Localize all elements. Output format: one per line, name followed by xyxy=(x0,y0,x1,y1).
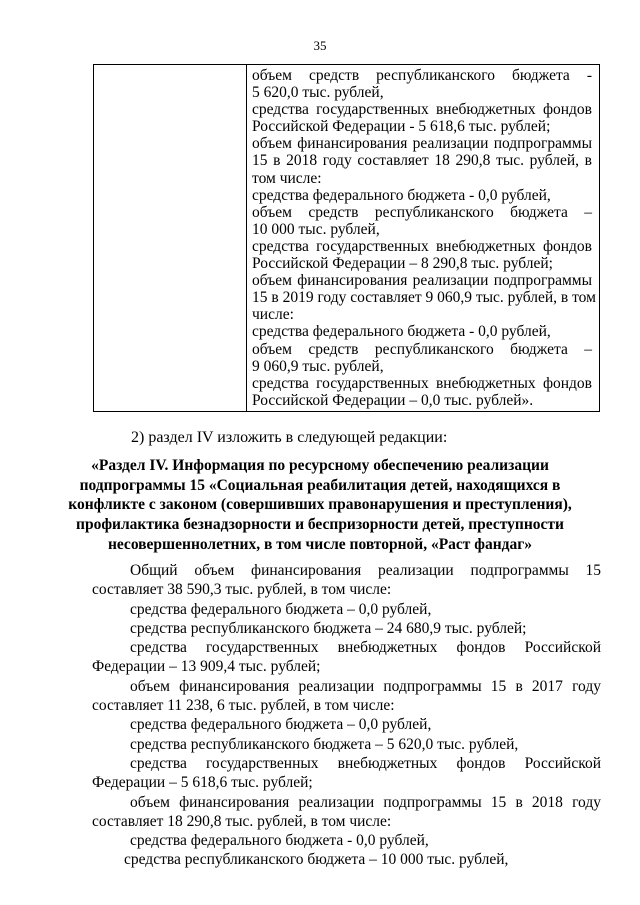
table-cell-line: объем средств республиканского бюджета - xyxy=(252,67,592,84)
body-line: объем финансирования реализации подпрограммы 15 в 2017 году xyxy=(130,677,601,695)
body-text xyxy=(92,561,601,870)
table-cell-line: средства федерального бюджета - 0,0 рублей, xyxy=(252,186,551,204)
body-line: составляет 18 290,8 тыс. рублей, в том числе: xyxy=(92,812,392,830)
table-cell-line: 15 в 2018 году составляет 18 290,8 тыс. рублей, в xyxy=(252,152,592,170)
table-cell-line: Российской Федерации - 5 618,6 тыс. рублей; xyxy=(252,118,551,136)
amendment-instruction: 2) раздел IV изложить в следующей редакции: xyxy=(131,429,448,446)
body-line: Общий объем финансирования реализации подпрограммы 15 xyxy=(130,562,601,579)
heading-line: несовершеннолетних, в том числе повторной, «Раст фандаг» xyxy=(107,535,533,553)
body-line: средства федерального бюджета – 0,0 рублей, xyxy=(130,716,432,734)
body-line: средства государственных внебюджетных фондов Российской xyxy=(130,639,601,657)
body-line: средства республиканского бюджета – 24 680,9 тыс. рублей; xyxy=(130,619,527,637)
table-cell-line: средства государственных внебюджетных фондов xyxy=(252,237,592,255)
body-line: средства федерального бюджета - 0,0 рублей, xyxy=(130,832,429,850)
table-cell-line: 10 000 тыс. рублей, xyxy=(252,220,380,238)
body-line: составляет 11 238, 6 тыс. рублей, в том числе: xyxy=(92,697,395,715)
table-cell-line: Российской Федерации – 0,0 тыс. рублей». xyxy=(252,391,534,409)
table-cell-line: объем средств республиканского бюджета – xyxy=(252,203,592,221)
body-line: составляет 38 590,3 тыс. рублей, в том числе: xyxy=(92,581,392,599)
table-cell-line: том числе: xyxy=(252,169,322,187)
body-line: средства республиканского бюджета – 5 620,0 тыс. рублей, xyxy=(130,735,519,753)
body-line: средства республиканского бюджета – 10 000 тыс. рублей, xyxy=(124,851,509,869)
table-cell-line: объем финансирования реализации подпрограммы xyxy=(252,135,592,153)
body-line: Федерации – 5 618,6 тыс. рублей; xyxy=(92,774,313,792)
table-right-cell xyxy=(252,67,596,409)
body-line: средства федерального бюджета – 0,0 рублей, xyxy=(130,600,432,618)
table-cell-line: 15 в 2019 году составляет 9 060,9 тыс. рублей, в том xyxy=(252,289,596,307)
table-cell-line: средства государственных внебюджетных фондов xyxy=(252,374,592,392)
table-cell-line: средства федерального бюджета - 0,0 рублей, xyxy=(252,323,551,341)
section-heading xyxy=(40,456,600,555)
table-column-divider xyxy=(246,65,247,411)
heading-line: профилактика безнадзорности и беспризорности детей, преступности xyxy=(76,516,564,534)
page-number: 35 xyxy=(313,38,327,53)
heading-line: подпрограммы 15 «Социальная реабилитация детей, находящихся в xyxy=(79,476,561,494)
body-line: Федерации – 13 909,4 тыс. рублей; xyxy=(92,658,321,676)
table-cell-line: объем средств республиканского бюджета – xyxy=(252,340,592,358)
table-cell-line: средства государственных внебюджетных фондов xyxy=(252,101,592,119)
continuation-table xyxy=(93,64,600,412)
table-cell-line: 9 060,9 тыс. рублей, xyxy=(252,357,384,375)
table-cell-line: Российской Федерации – 8 290,8 тыс. рублей; xyxy=(252,255,553,273)
table-cell-line: числе: xyxy=(252,306,294,324)
table-cell-line: 5 620,0 тыс. рублей, xyxy=(252,84,384,102)
body-line: объем финансирования реализации подпрограммы 15 в 2018 году xyxy=(130,793,601,811)
heading-line: «Раздел IV. Информация по ресурсному обеспечению реализации xyxy=(91,457,549,474)
heading-line: конфликте с законом (совершивших правонарушения и преступления), xyxy=(68,496,572,514)
table-cell-line: объем финансирования реализации подпрограммы xyxy=(252,272,592,290)
body-line: средства государственных внебюджетных фондов Российской xyxy=(130,754,601,772)
